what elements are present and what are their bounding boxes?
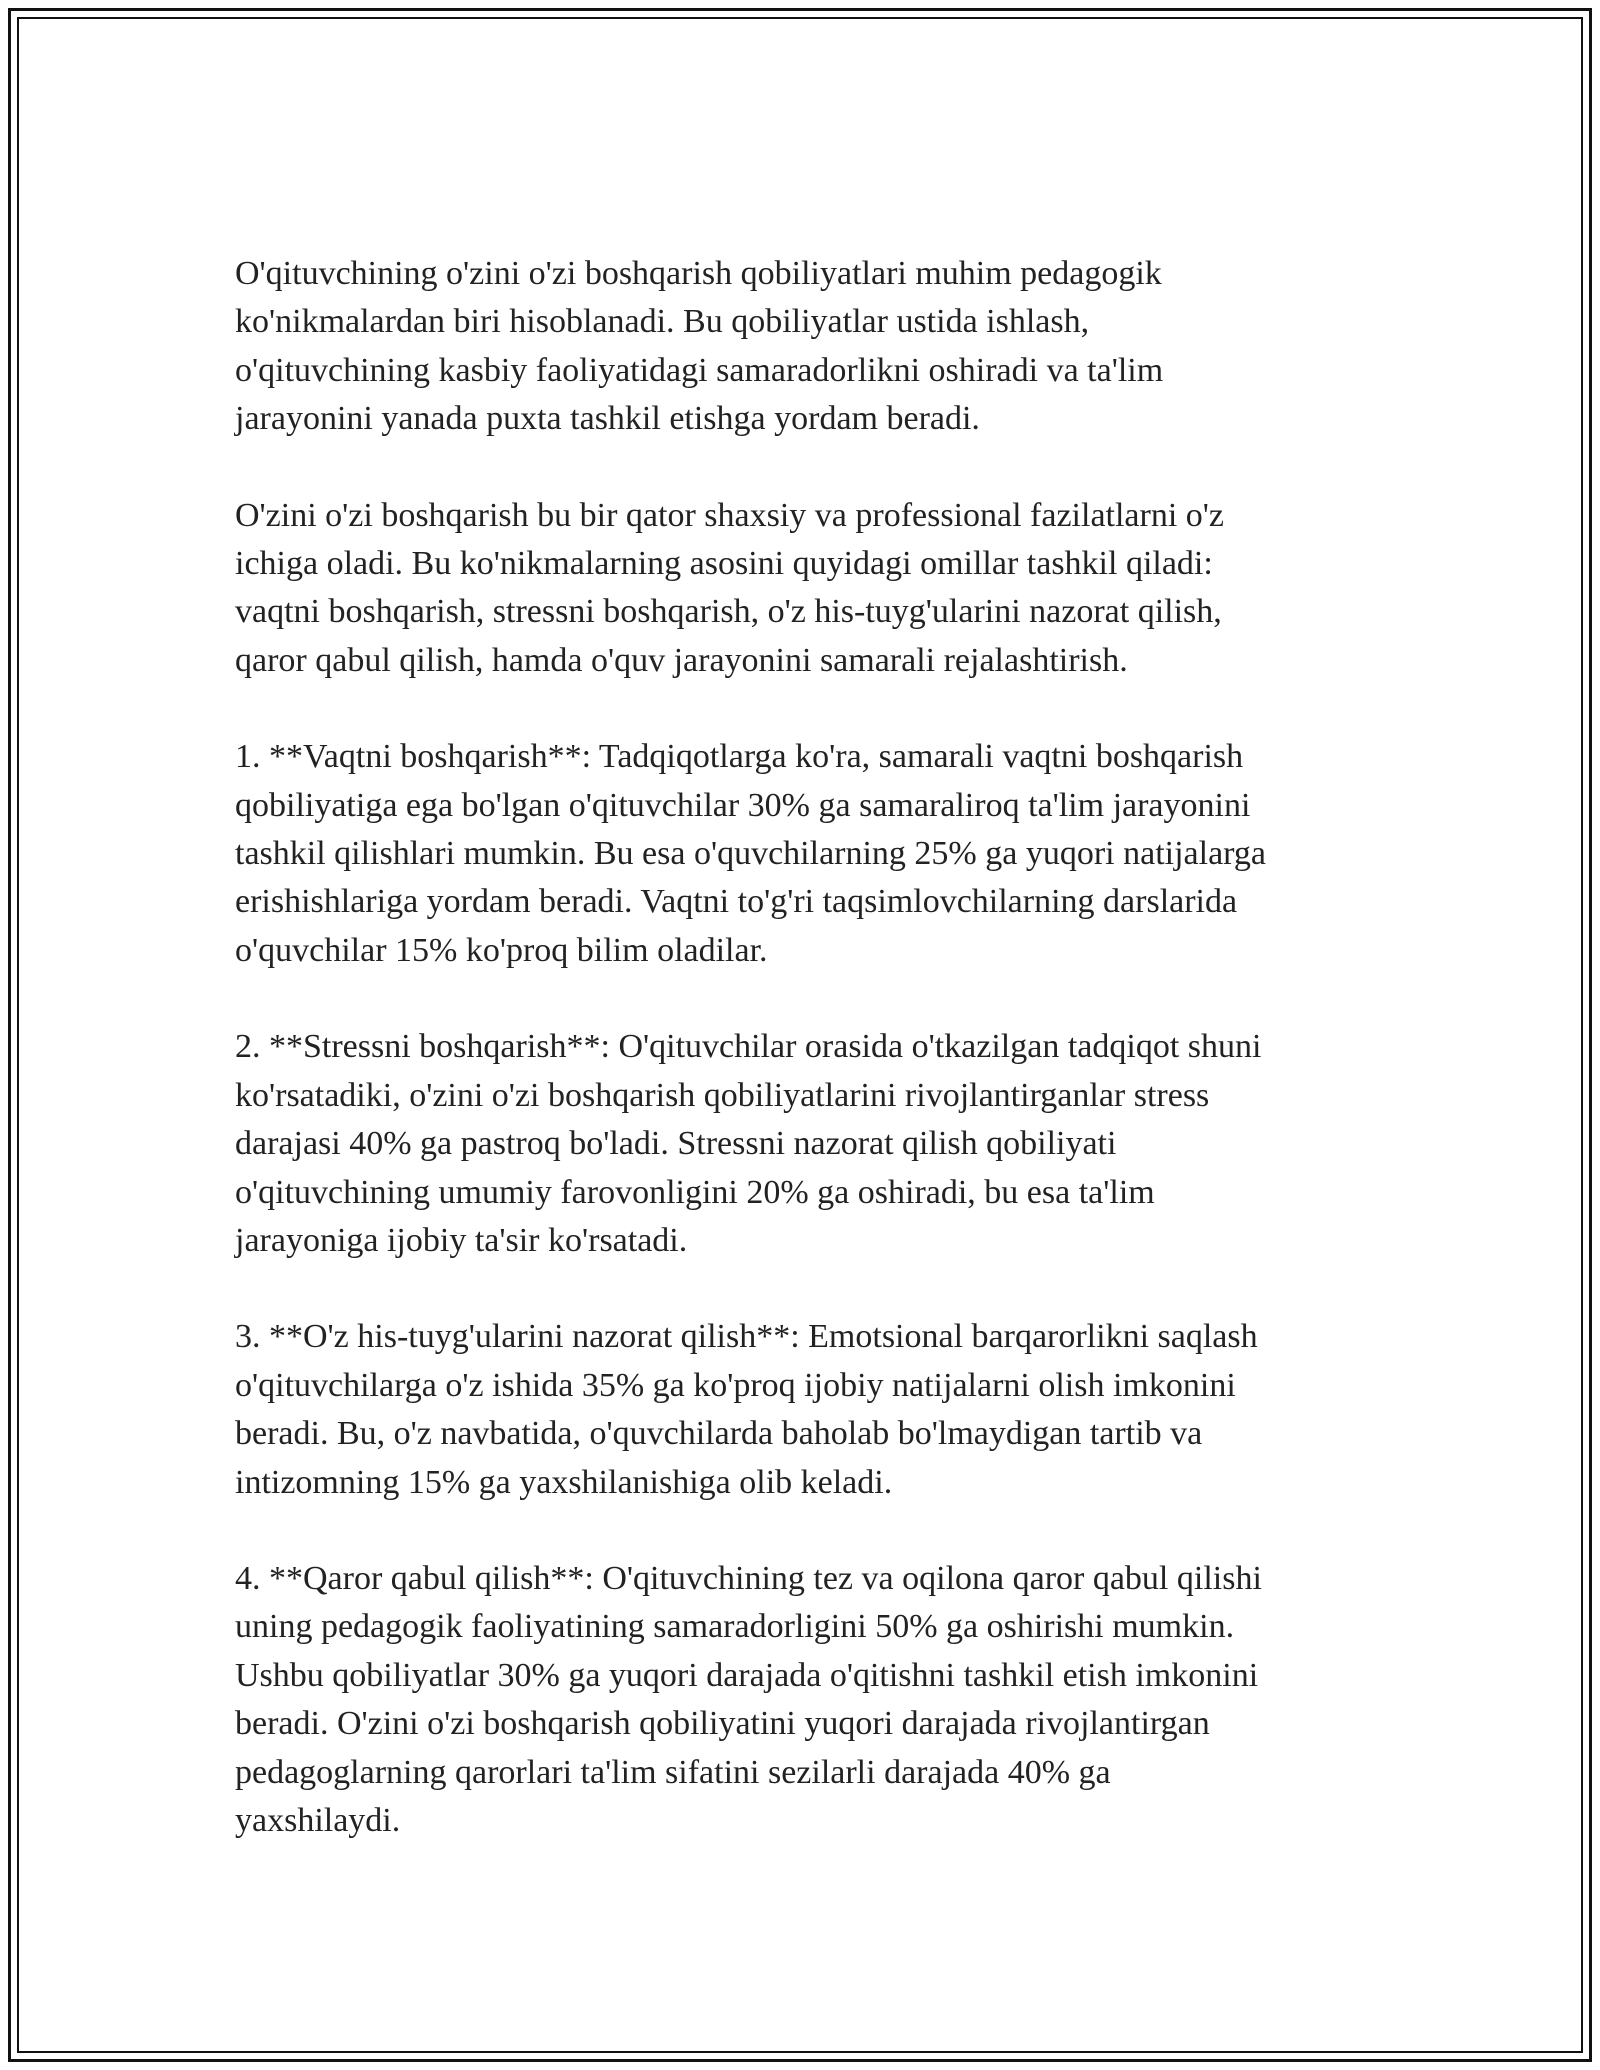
paragraph-stress-management: 2. **Stressni boshqarish**: O'qituvchilar orasida o'tkazilgan tadqiqot shuni ko'rsatadiki, o'zini o'zi boshqarish qobiliyatlarini rivojlantirganlar stress darajasi 40% ga pastroq bo'ladi. Stressni nazorat qilish qobiliyati o'qituvchining umumiy farovonligini 20% ga oshiradi, bu esa ta'lim jarayoniga ijobiy ta'sir ko'rsatadi. [235,1028,1262,1259]
paragraph-time-management: 1. **Vaqtni boshqarish**: Tadqiqotlarga ko'ra, samarali vaqtni boshqarish qobiliyatiga ega bo'lgan o'qituvchilar 30% ga samaraliroq ta'lim jarayonini tashkil qilishlari mumkin. Bu esa o'quvchilarning 25% ga yuqori natijalarga erishishlariga yordam beradi. Vaqtni to'g'ri taqsimlovchilarning darslarida o'quvchilar 15% ko'proq bilim oladilar. [235,738,1266,969]
paragraph-emotion-control: 3. **O'z his-tuyg'ularini nazorat qilish**: Emotsional barqarorlikni saqlash o'qituvchilarga o'z ishida 35% ga ko'proq ijobiy natijalarni olish imkonini beradi. Bu, o'z navbatida, o'quvchilarda baholab bo'lmaydigan tartib va intizomning 15% ga yaxshilanishiga olib keladi. [235,1318,1258,1501]
document-body [235,250,1365,1845]
paragraph-overview: O'zini o'zi boshqarish bu bir qator shaxsiy va professional fazilatlarni o'z ichiga oladi. Bu ko'nikmalarning asosini quyidagi omillar tashkil qiladi: vaqtni boshqarish, stressni boshqarish, o'z his-tuyg'ularini nazorat qilish, qaror qabul qilish, hamda o'quv jarayonini samarali rejalashtirish. [235,496,1225,679]
paragraph-decision-making: 4. **Qaror qabul qilish**: O'qituvchining tez va oqilona qaror qabul qilishi uning pedagogik faoliyatining samaradorligini 50% ga oshirishi mumkin. Ushbu qobiliyatlar 30% ga yuqori darajada o'qitishni tashkil etish imkonini beradi. O'zini o'zi boshqarish qobiliyatini yuqori darajada rivojlantirgan pedagoglarning qarorlari ta'lim sifatini sezilarli darajada 40% ga yaxshilaydi. [235,1559,1262,1839]
paragraph-intro: O'qituvchining o'zini o'zi boshqarish qobiliyatlari muhim pedagogik ko'nikmalardan biri hisoblanadi. Bu qobiliyatlar ustida ishlash, o'qituvchining kasbiy faoliyatidagi samaradorlikni oshiradi va ta'lim jarayonini yanada puxta tashkil etishga yordam beradi. [235,255,1164,438]
